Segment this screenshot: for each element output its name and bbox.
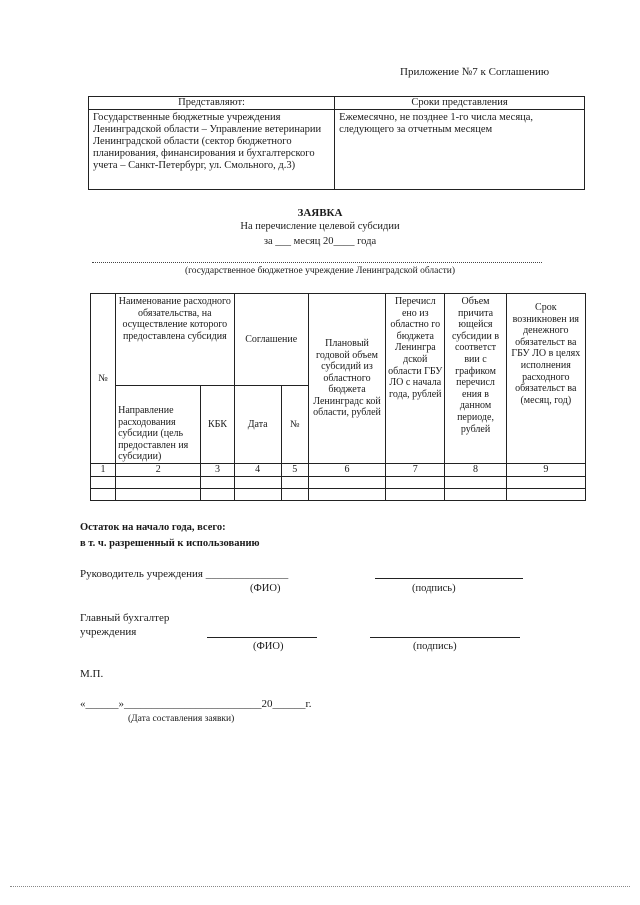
org-caption: (государственное бюджетное учреждение Ленинградской области) — [184, 266, 455, 276]
col-number-2: 2 — [116, 464, 201, 477]
balance-allowed: в т. ч. разрешенный к использованию — [80, 538, 260, 549]
head-label: Руководитель учреждения _______________ — [80, 568, 289, 580]
date-line: «______»_________________________20______г. — [80, 698, 312, 710]
col-kbk-header: КБК — [201, 386, 234, 464]
appendix-label: Приложение №7 к Соглашению — [400, 66, 550, 78]
col-due-header: Объем причита ющейся субсидии в соответст вии с графиком перечисл ения в данном периоде, рублей — [445, 294, 506, 464]
header-deadlines: Сроки представления — [335, 97, 585, 110]
document-title: ЗАЯВКА — [297, 207, 343, 219]
col-name-header: Наименование расходного обязательства, на осуществление которого предоставлена субсидия — [116, 294, 234, 386]
head-sign-caption: (подпись) — [412, 583, 456, 594]
col-number-8: 8 — [445, 464, 506, 477]
chief-fio-line — [207, 637, 317, 638]
col-number-3: 3 — [201, 464, 234, 477]
col-number-5: 5 — [281, 464, 308, 477]
header-presenters: Представляют: — [89, 97, 335, 110]
col-number-6: 6 — [308, 464, 385, 477]
col-no-header: № — [91, 294, 116, 464]
main-table — [90, 293, 586, 501]
chief-fio-caption: (ФИО) — [253, 641, 284, 652]
subtitle-purpose: На перечисление целевой субсидии — [240, 221, 400, 232]
subtitle-period: за ___ месяц 20____ года — [263, 236, 377, 247]
table-row — [91, 488, 586, 500]
col-num-header: № — [281, 386, 308, 464]
chief-label: Главный бухгалтер — [80, 612, 170, 624]
col-agreement-header: Соглашение — [234, 294, 308, 386]
chief-signature-line — [370, 637, 520, 638]
scan-edge — [10, 886, 630, 887]
date-caption: (Дата составления заявки) — [128, 714, 235, 724]
col-date-header: Дата — [234, 386, 281, 464]
col-planned-header: Плановый годовой объем субсидий из областного бюджета Ленинградс кой области, рублей — [308, 294, 385, 464]
head-fio-caption: (ФИО) — [250, 583, 281, 594]
presenters-text: Государственные бюджетные учреждения Ленинградской области – Управление ветеринарии Ленинградской области (сектор бюджетного планирования, финансирования и бухгалтерского учета – Санкт-Петербург, ул. Смольного, д.3) — [89, 110, 335, 190]
deadlines-text: Ежемесячно, не позднее 1-го числа месяца, следующего за отчетным месяцем — [335, 110, 585, 190]
col-number-7: 7 — [386, 464, 445, 477]
col-number-9: 9 — [506, 464, 585, 477]
col-transferred-header: Перечисл ено из областно го бюджета Ленингра дской области ГБУ ЛО с начала года, рублей — [386, 294, 445, 464]
submission-table — [88, 96, 585, 190]
stamp-label: М.П. — [80, 668, 104, 680]
head-signature-line — [375, 578, 523, 579]
chief-sign-caption: (подпись) — [413, 641, 457, 652]
table-row — [91, 476, 586, 488]
org-name-line — [92, 262, 542, 263]
chief-label-2: учреждения — [80, 626, 137, 638]
col-direction-header: Направление расходования субсидии (цель предоставлен ия субсидии) — [116, 386, 201, 464]
col-term-header: Срок возникновен ия денежного обязательст ва ГБУ ЛО в целях исполнения расходного обязательст ва (месяц, год) — [506, 294, 585, 464]
balance-total: Остаток на начало года, всего: — [80, 522, 226, 533]
col-number-1: 1 — [91, 464, 116, 477]
col-number-4: 4 — [234, 464, 281, 477]
